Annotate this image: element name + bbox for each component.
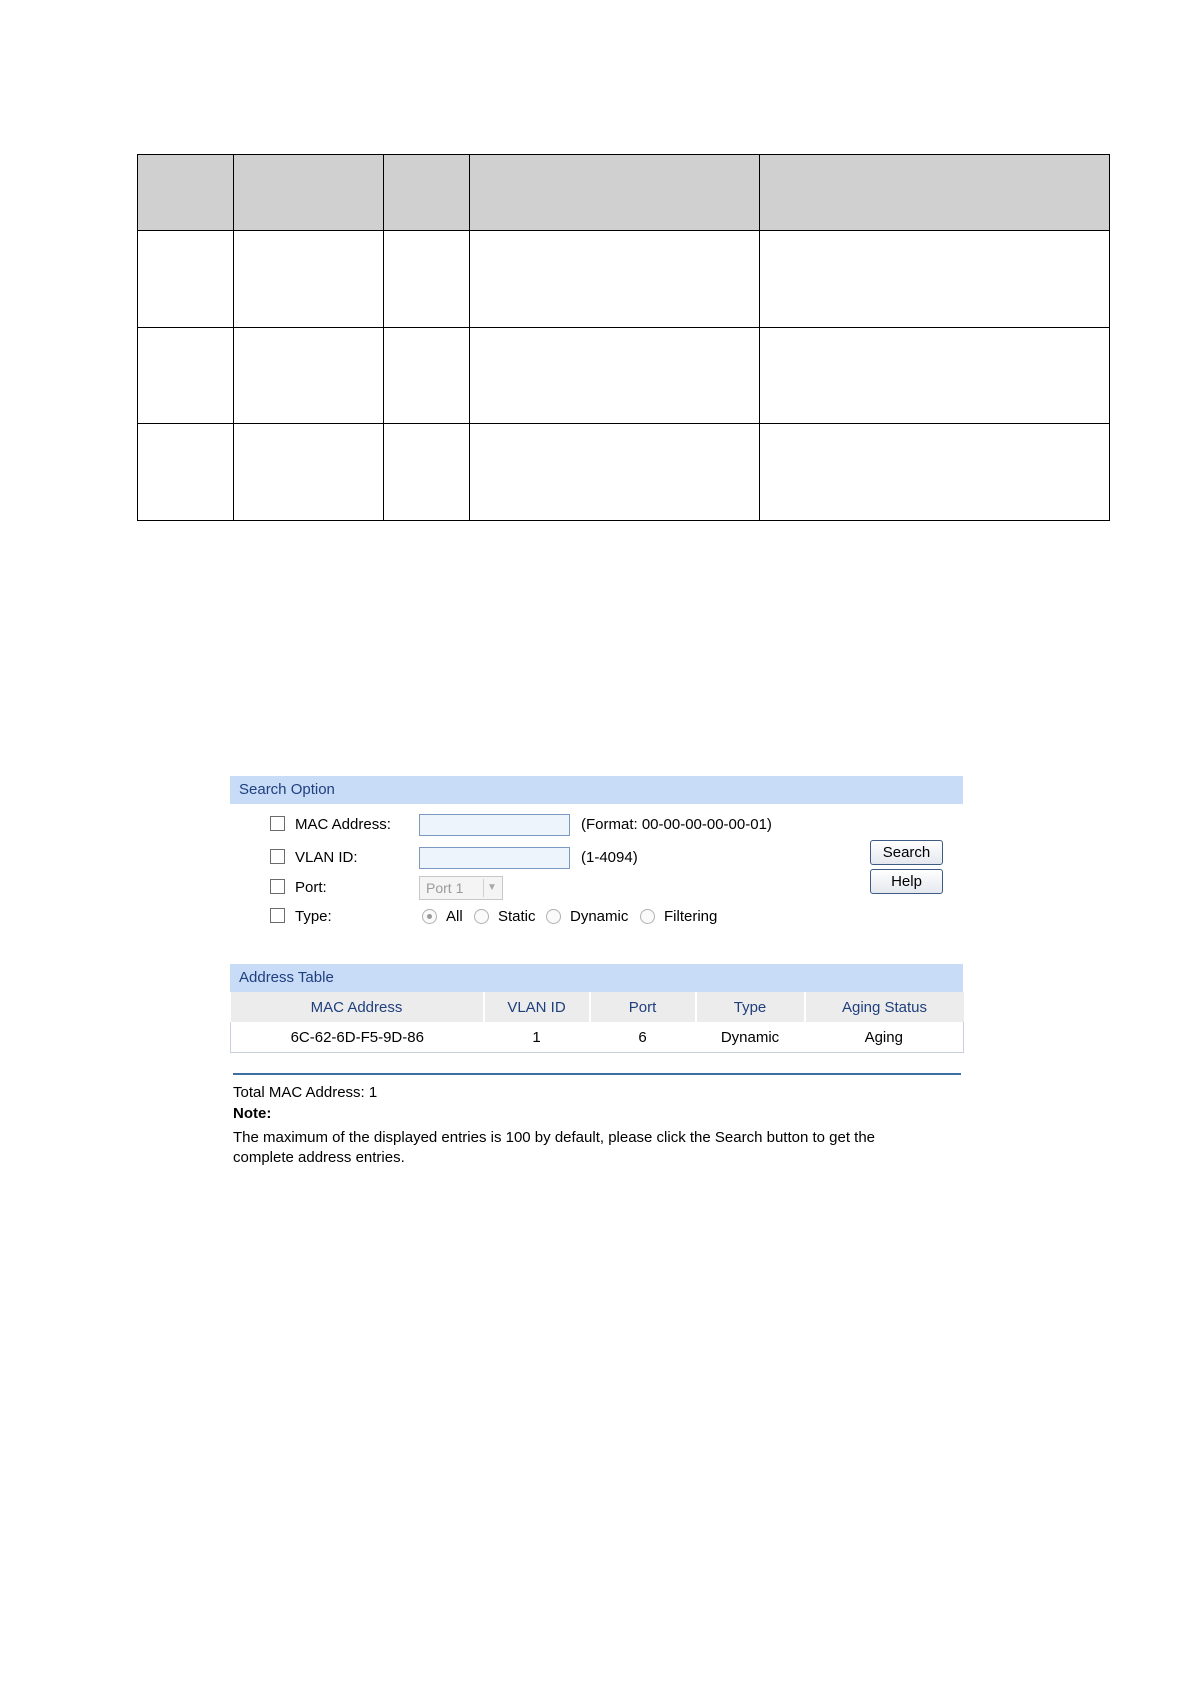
search-option-header: Search Option	[230, 776, 963, 804]
mac-address-hint: (Format: 00-00-00-00-00-01)	[581, 816, 772, 833]
type-radio-filtering-label: Filtering	[664, 908, 718, 925]
cell-vlan-id: 1	[484, 1022, 590, 1053]
port-checkbox[interactable]	[270, 879, 285, 894]
address-table-header: Address Table	[230, 964, 963, 992]
vlan-id-input[interactable]	[419, 847, 570, 869]
note-text	[233, 1128, 961, 1168]
vlan-id-hint: (1-4094)	[581, 849, 638, 866]
type-radio-all-label: All	[446, 908, 463, 925]
column-header-type: Type	[696, 992, 805, 1022]
type-radio-all[interactable]	[422, 909, 437, 924]
cell-type: Dynamic	[696, 1022, 805, 1053]
cell-mac-address: 6C-62-6D-F5-9D-86	[231, 1022, 484, 1053]
chevron-down-icon: ▼	[483, 879, 500, 897]
address-table	[230, 992, 964, 1053]
port-select[interactable]	[419, 876, 503, 900]
type-radio-dynamic[interactable]	[546, 909, 561, 924]
column-header-aging-status: Aging Status	[805, 992, 964, 1022]
panel-footer	[233, 1073, 961, 1168]
search-option-area	[230, 804, 963, 964]
column-header-vlan-id: VLAN ID	[484, 992, 590, 1022]
document-table-header	[138, 155, 1110, 231]
column-header-port: Port	[590, 992, 696, 1022]
document-table-row	[138, 231, 1110, 328]
total-mac-address: Total MAC Address: 1	[233, 1084, 378, 1101]
type-radio-dynamic-label: Dynamic	[570, 908, 629, 925]
type-radio-static[interactable]	[474, 909, 489, 924]
mac-address-label: MAC Address:	[295, 816, 391, 833]
mac-address-input[interactable]	[419, 814, 570, 836]
note-line: The maximum of the displayed entries is 100 by default, please click the Search button to get the	[233, 1129, 876, 1146]
document-table-row	[138, 327, 1110, 424]
type-radio-filtering[interactable]	[640, 909, 655, 924]
help-button[interactable]: Help	[870, 869, 943, 894]
address-table-column-headers	[231, 992, 964, 1022]
document-table	[137, 154, 1110, 521]
note-title: Note:	[233, 1105, 272, 1122]
vlan-id-checkbox[interactable]	[270, 849, 285, 864]
type-radio-static-label: Static	[498, 908, 536, 925]
note-line: complete address entries.	[233, 1149, 405, 1166]
document-table-row	[138, 424, 1110, 521]
type-label: Type:	[295, 908, 332, 925]
search-button[interactable]: Search	[870, 840, 943, 865]
type-checkbox[interactable]	[270, 908, 285, 923]
mac-address-checkbox[interactable]	[270, 816, 285, 831]
port-label: Port:	[295, 879, 327, 896]
vlan-id-label: VLAN ID:	[295, 849, 358, 866]
port-select-value: Port 1	[426, 880, 464, 896]
cell-port: 6	[590, 1022, 696, 1053]
footer-divider	[233, 1073, 961, 1075]
cell-aging-status: Aging	[805, 1022, 964, 1053]
column-header-mac-address: MAC Address	[231, 992, 484, 1022]
table-row	[231, 1022, 964, 1053]
mac-address-panel	[230, 776, 963, 1053]
